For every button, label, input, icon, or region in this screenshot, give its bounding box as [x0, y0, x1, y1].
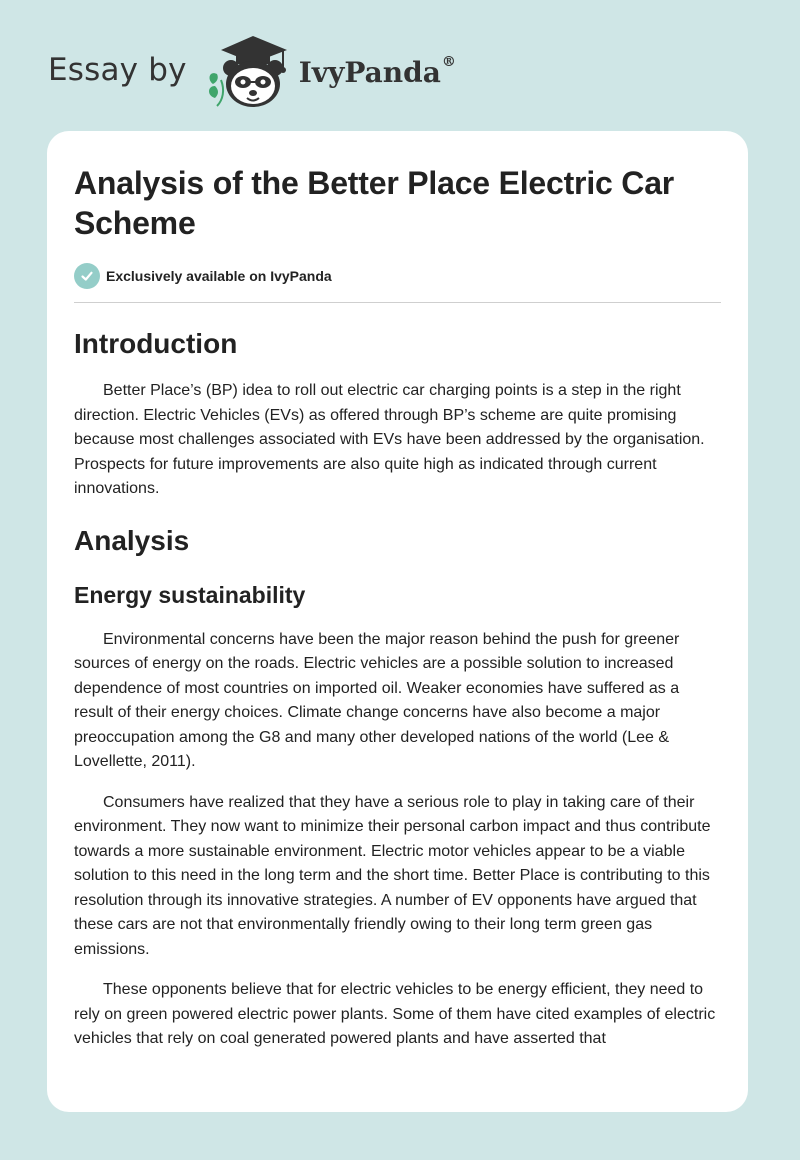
energy-paragraph-1: Environmental concerns have been the major reason behind the push for greener sources of energy on the roads. Electric vehicles are a possible solution to increased dependence of most countries on imported oil. Weaker economies have suffered as a result of their energy choices. Climate change concerns have also become a major preoccupation among the G8 and many other developed nations of the world (Lee & Lovellette, 2011).	[74, 630, 680, 770]
energy-paragraph-3: These opponents believe that for electric vehicles to be energy efficient, they need to rely on green powered electric power plants. Some of them have cited examples of electric vehicles that rely on coal generated powered plants and have asserted that	[74, 981, 716, 1047]
essay-by-label: Essay by	[48, 52, 187, 88]
brand-name[interactable]	[298, 53, 456, 89]
section-heading-introduction: Introduction	[74, 328, 238, 359]
title-divider	[74, 302, 721, 303]
exclusive-badge-row	[74, 263, 721, 289]
section-heading-analysis: Analysis	[74, 524, 190, 556]
article-title: Analysis of the Better Place Electric Car Scheme	[74, 165, 675, 241]
energy-paragraph-2: Consumers have realized that they have a serious role to play in taking care of their environment. They now want to minimize their personal carbon impact and thus contribute towards a more sustainable environment. Electric motor vehicles appear to be a viable solution to this need in the long term and the short time. Better Place is contributing to this resolution through its innovative strategies. A number of EV opponents have argued that these cars are not that environmentally friendly owing to their long term green gas emissions.	[74, 793, 711, 958]
exclusive-label: Exclusively available on IvyPanda	[106, 268, 332, 284]
site-header	[48, 30, 456, 110]
subsection-heading-energy-sustainability: Energy sustainability	[74, 581, 306, 608]
article-card	[47, 131, 748, 1112]
introduction-paragraph: Better Place’s (BP) idea to roll out electric car charging points is a step in the right direction. Electric Vehicles (EVs) as offered through BP’s scheme are quite promising because most challenges associated with EVs have been addressed by the organisation. Prospects for future improvements are also quite high as indicated through current innovations.	[74, 382, 705, 497]
brand-text: IvyPanda	[298, 55, 441, 89]
registered-mark: ®	[441, 53, 456, 70]
check-icon	[74, 263, 100, 289]
panda-graduate-icon[interactable]	[203, 30, 295, 110]
